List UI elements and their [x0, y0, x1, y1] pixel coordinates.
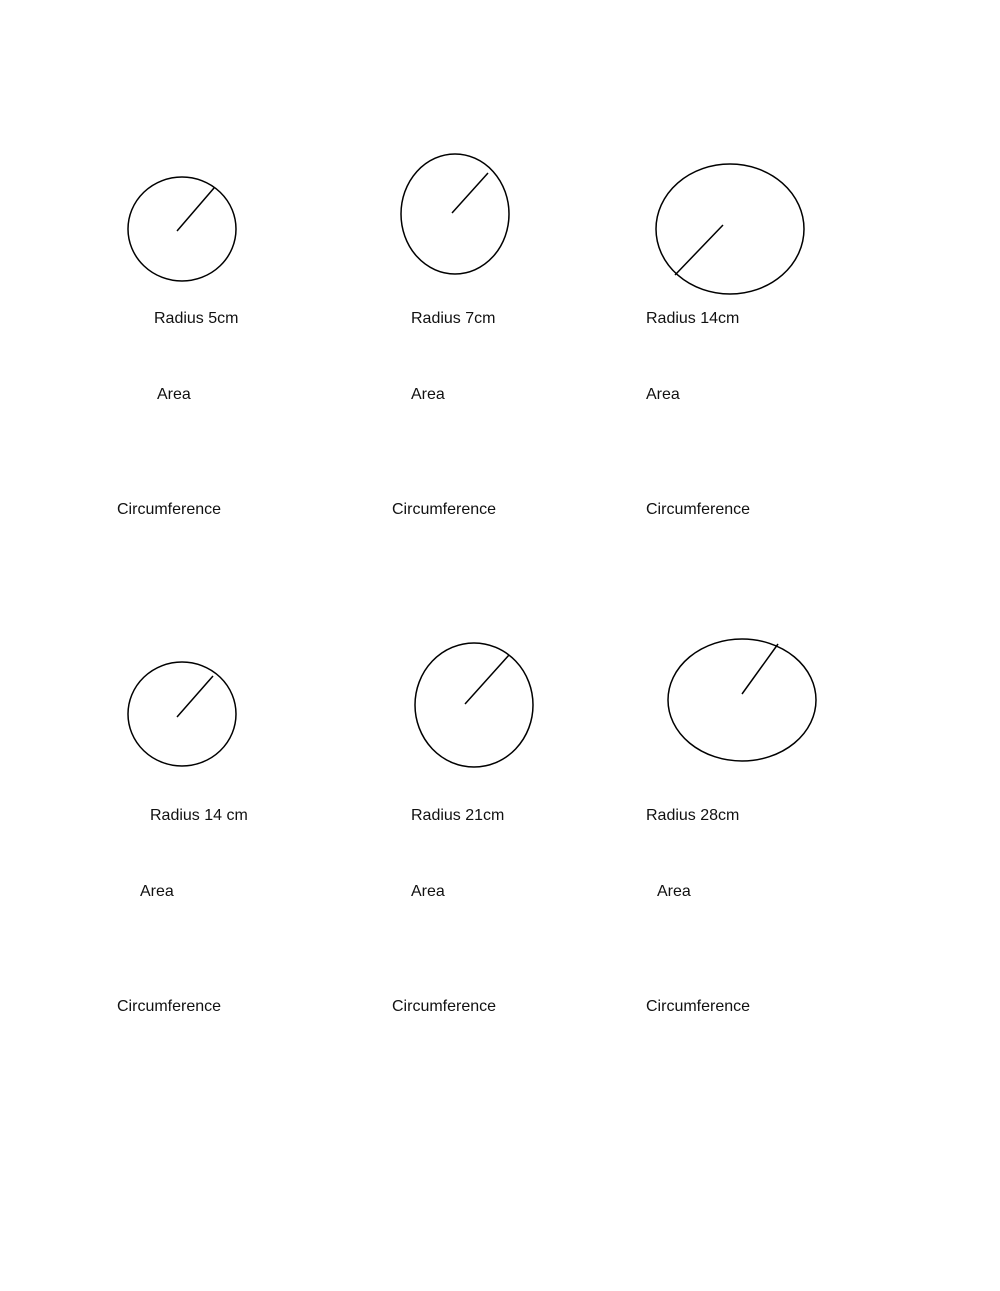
- radius-line: [177, 188, 214, 231]
- circle-diagram-1: [120, 170, 250, 290]
- radius-line: [742, 644, 778, 694]
- radius-label-3: Radius 14cm: [646, 310, 740, 327]
- circle-outline: [668, 639, 816, 761]
- circle-outline: [656, 164, 804, 294]
- circle-outline: [128, 177, 236, 281]
- radius-label-5: Radius 21cm: [411, 807, 505, 824]
- circle-diagram-4: [120, 654, 250, 774]
- circle-outline: [128, 662, 236, 766]
- circumference-label-2: Circumference: [392, 501, 497, 518]
- circle-outline: [415, 643, 533, 767]
- circumference-label-6: Circumference: [646, 998, 751, 1015]
- circle-outline: [401, 154, 509, 274]
- circle-diagram-6: [660, 630, 826, 770]
- radius-line: [675, 225, 723, 275]
- radius-label-4: Radius 14 cm: [150, 807, 248, 824]
- circumference-label-3: Circumference: [646, 501, 751, 518]
- area-label-2: Area: [411, 386, 445, 403]
- radius-line: [465, 655, 509, 704]
- circumference-label-5: Circumference: [392, 998, 497, 1015]
- circle-diagram-5: [408, 636, 542, 776]
- circle-diagram-2: [392, 146, 522, 286]
- area-label-4: Area: [140, 883, 174, 900]
- radius-line: [177, 676, 213, 717]
- area-label-1: Area: [157, 386, 191, 403]
- area-label-3: Area: [646, 386, 680, 403]
- radius-label-6: Radius 28cm: [646, 807, 740, 824]
- area-label-6: Area: [657, 883, 691, 900]
- radius-label-1: Radius 5cm: [154, 310, 239, 327]
- area-label-5: Area: [411, 883, 445, 900]
- radius-line: [452, 173, 488, 213]
- circumference-label-1: Circumference: [117, 501, 222, 518]
- circle-diagram-3: [648, 156, 818, 304]
- radius-label-2: Radius 7cm: [411, 310, 496, 327]
- circumference-label-4: Circumference: [117, 998, 222, 1015]
